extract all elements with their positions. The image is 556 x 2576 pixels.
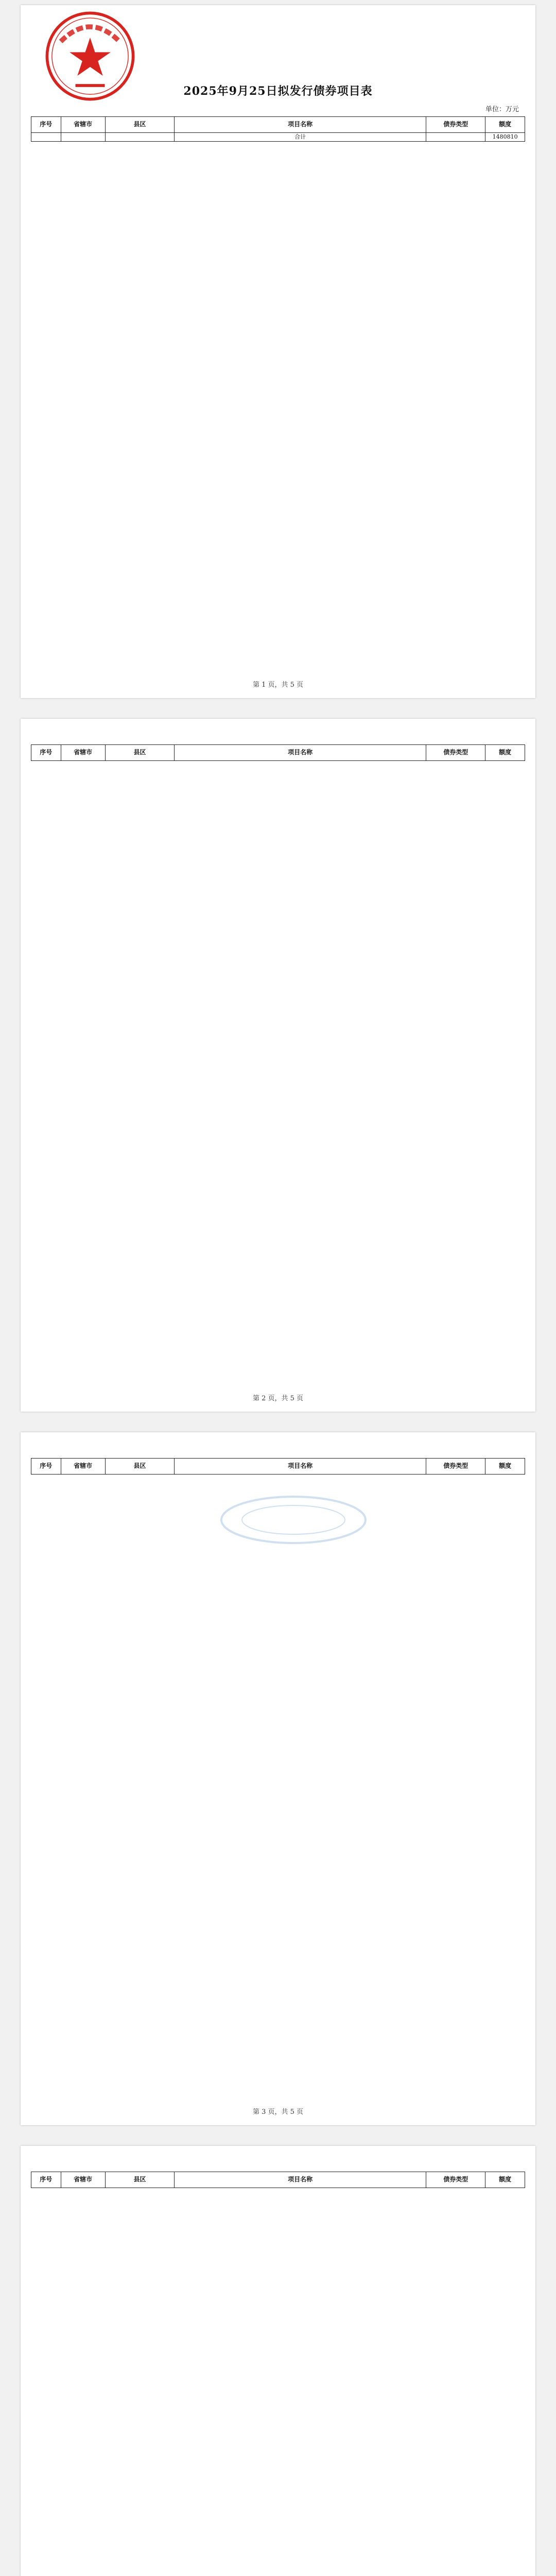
header-index: 序号 [31,117,61,133]
document-page-2 [21,719,535,1412]
total-label: 合计 [175,133,426,142]
header-county: 县区 [105,745,174,761]
header-city: 省辖市 [61,1459,105,1475]
table-header [31,1459,525,1475]
document-page-1 [21,5,535,698]
header-amount: 额度 [485,1459,525,1475]
header-bond-type: 债券类型 [426,117,485,133]
document-page-4 [21,2146,535,2576]
header-bond-type: 债券类型 [426,1459,485,1475]
header-county: 县区 [105,1459,174,1475]
document-page-3 [21,1432,535,2125]
header-project: 项目名称 [175,745,426,761]
header-city: 省辖市 [61,117,105,133]
header-amount: 额度 [485,745,525,761]
table-header [31,745,525,761]
header-project: 项目名称 [175,2172,426,2188]
page-footer: 第 3 页，共 5 页 [252,2108,304,2116]
header-project: 项目名称 [175,1459,426,1475]
header-county: 县区 [105,2172,174,2188]
table-header [31,117,525,133]
header-city: 省辖市 [61,745,105,761]
header-index: 序号 [31,745,61,761]
bond-table-page-1 [31,116,525,142]
header-bond-type: 债券类型 [426,2172,485,2188]
total-amount: 1480810 [485,133,525,142]
bond-table-page-2 [31,744,525,761]
watermark-icon [216,1489,371,1551]
bond-table-page-4 [31,2172,525,2188]
header-amount: 额度 [485,2172,525,2188]
unit-label: 单位：万元 [485,106,519,113]
header-bond-type: 债券类型 [426,745,485,761]
header-project: 项目名称 [175,117,426,133]
header-index: 序号 [31,1459,61,1475]
page-footer: 第 2 页，共 5 页 [252,1395,304,1402]
header-city: 省辖市 [61,2172,105,2188]
header-index: 序号 [31,2172,61,2188]
table-header [31,2172,525,2188]
header-amount: 额度 [485,117,525,133]
total-row [31,133,525,142]
bond-table-page-3 [31,1458,525,1475]
header-county: 县区 [105,117,174,133]
page-footer: 第 1 页，共 5 页 [252,681,304,689]
document-title: 2025年9月25日拟发行债券项目表 [183,84,373,98]
